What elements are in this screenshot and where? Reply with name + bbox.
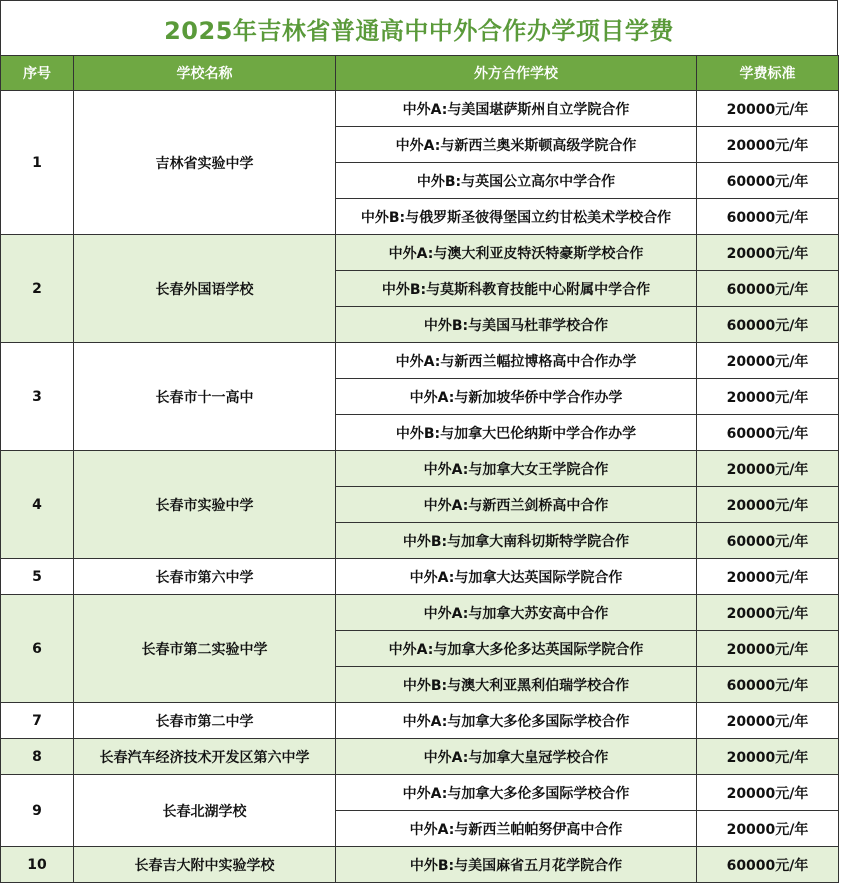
table-row: [1, 847, 839, 883]
table-row: [1, 775, 839, 811]
serial-number: 4: [1, 451, 74, 559]
table-row: [1, 451, 839, 487]
tuition-fee: 20000元/年: [697, 451, 839, 487]
tuition-fee: 60000元/年: [697, 199, 839, 235]
serial-number: 9: [1, 775, 74, 847]
partner-school: 中外B:与美国麻省五月花学院合作: [336, 847, 697, 883]
partner-school: 中外A:与新西兰剑桥高中合作: [336, 487, 697, 523]
partner-school: 中外A:与新加坡华侨中学合作办学: [336, 379, 697, 415]
school-name: 长春市十一高中: [74, 343, 336, 451]
partner-school: 中外A:与加拿大皇冠学校合作: [336, 739, 697, 775]
tuition-fee: 60000元/年: [697, 307, 839, 343]
serial-number: 10: [1, 847, 74, 883]
partner-school: 中外B:与英国公立高尔中学合作: [336, 163, 697, 199]
serial-number: 8: [1, 739, 74, 775]
table-row: [1, 343, 839, 379]
partner-school: 中外A:与加拿大苏安高中合作: [336, 595, 697, 631]
partner-school: 中外B:与美国马杜菲学校合作: [336, 307, 697, 343]
table-row: [1, 235, 839, 271]
partner-school: 中外A:与加拿大女王学院合作: [336, 451, 697, 487]
partner-school: 中外A:与加拿大达英国际学院合作: [336, 559, 697, 595]
school-name: 长春汽车经济技术开发区第六中学: [74, 739, 336, 775]
partner-school: 中外A:与澳大利亚皮特沃特豪斯学校合作: [336, 235, 697, 271]
partner-school: 中外B:与加拿大南科切斯特学院合作: [336, 523, 697, 559]
tuition-fee: 20000元/年: [697, 235, 839, 271]
header-partner: 外方合作学校: [336, 56, 697, 91]
tuition-fee: 20000元/年: [697, 127, 839, 163]
serial-number: 5: [1, 559, 74, 595]
school-name: 长春市实验中学: [74, 451, 336, 559]
tuition-fee: 20000元/年: [697, 379, 839, 415]
school-name: 长春吉大附中实验学校: [74, 847, 336, 883]
fee-table: [0, 55, 839, 883]
partner-school: 中外B:与俄罗斯圣彼得堡国立约甘松美术学校合作: [336, 199, 697, 235]
partner-school: 中外A:与美国堪萨斯州自立学院合作: [336, 91, 697, 127]
tuition-fee: 20000元/年: [697, 703, 839, 739]
tuition-fee: 60000元/年: [697, 523, 839, 559]
school-name: 长春北湖学校: [74, 775, 336, 847]
tuition-fee: 20000元/年: [697, 631, 839, 667]
tuition-fee: 20000元/年: [697, 775, 839, 811]
table-body: [1, 91, 839, 883]
tuition-fee: 60000元/年: [697, 847, 839, 883]
serial-number: 2: [1, 235, 74, 343]
school-name: 长春市第二实验中学: [74, 595, 336, 703]
header-fee: 学费标准: [697, 56, 839, 91]
partner-school: 中外A:与新西兰帕帕努伊高中合作: [336, 811, 697, 847]
partner-school: 中外B:与莫斯科教育技能中心附属中学合作: [336, 271, 697, 307]
serial-number: 6: [1, 595, 74, 703]
table-row: [1, 595, 839, 631]
partner-school: 中外A:与加拿大多伦多国际学校合作: [336, 703, 697, 739]
tuition-fee: 20000元/年: [697, 739, 839, 775]
tuition-fee: 20000元/年: [697, 811, 839, 847]
table-row: [1, 739, 839, 775]
tuition-fee: 20000元/年: [697, 343, 839, 379]
table-row: [1, 703, 839, 739]
tuition-fee: 20000元/年: [697, 91, 839, 127]
tuition-fee: 20000元/年: [697, 487, 839, 523]
page-title: 2025年吉林省普通高中中外合作办学项目学费: [0, 0, 838, 55]
partner-school: 中外A:与加拿大多伦多达英国际学院合作: [336, 631, 697, 667]
tuition-fee: 20000元/年: [697, 595, 839, 631]
table-row: [1, 91, 839, 127]
partner-school: 中外A:与加拿大多伦多国际学校合作: [336, 775, 697, 811]
tuition-fee: 60000元/年: [697, 415, 839, 451]
partner-school: 中外A:与新西兰奥米斯顿高级学院合作: [336, 127, 697, 163]
header-row: [1, 56, 839, 91]
school-name: 长春市第二中学: [74, 703, 336, 739]
table-row: [1, 559, 839, 595]
school-name: 长春外国语学校: [74, 235, 336, 343]
serial-number: 7: [1, 703, 74, 739]
school-name: 长春市第六中学: [74, 559, 336, 595]
serial-number: 3: [1, 343, 74, 451]
tuition-fee: 60000元/年: [697, 667, 839, 703]
tuition-fee: 60000元/年: [697, 163, 839, 199]
tuition-fee: 20000元/年: [697, 559, 839, 595]
tuition-fee: 60000元/年: [697, 271, 839, 307]
school-name: 吉林省实验中学: [74, 91, 336, 235]
partner-school: 中外B:与加拿大巴伦纳斯中学合作办学: [336, 415, 697, 451]
partner-school: 中外A:与新西兰幅拉博格高中合作办学: [336, 343, 697, 379]
partner-school: 中外B:与澳大利亚黑利伯瑞学校合作: [336, 667, 697, 703]
header-school: 学校名称: [74, 56, 336, 91]
header-no: 序号: [1, 56, 74, 91]
serial-number: 1: [1, 91, 74, 235]
